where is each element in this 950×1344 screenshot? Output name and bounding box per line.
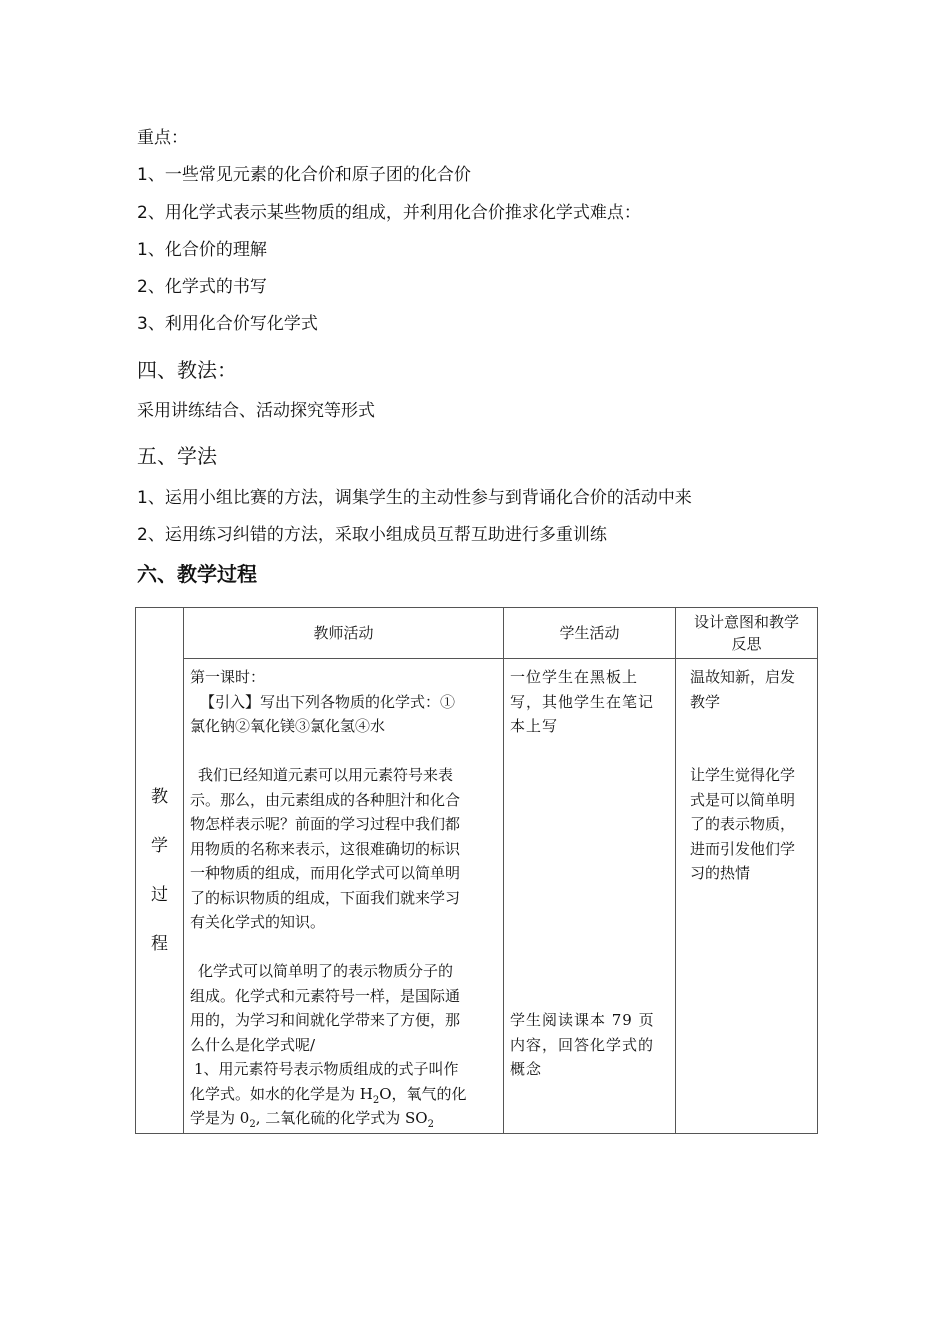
formula-text: 化学式。如水的化学是为 H (190, 1084, 373, 1103)
side-label-cell (136, 608, 184, 1134)
learning-method-item: 1、运用小组比赛的方法，调集学生的主动性参与到背诵化合价的活动中来 (137, 488, 692, 508)
design-line: 温故知新，启发 (690, 668, 796, 686)
teacher-line: 化学式可以简单明了的表示物质分子的 (198, 962, 454, 980)
section-heading-learning-method: 五、学法 (137, 444, 217, 468)
design-line: 习的热情 (690, 864, 751, 882)
section-heading-teaching-process: 六、教学过程 (137, 562, 257, 586)
side-label-char: 程 (151, 933, 168, 954)
key-point-item: 2、用化学式表示某些物质的组成，并利用化合价推求化学式难点： (137, 203, 641, 223)
teacher-line: 1、用元素符号表示物质组成的式子叫作 (194, 1060, 459, 1078)
subscript: 2 (249, 1119, 256, 1130)
teacher-line: 一种物质的组成，而用化学式可以简单明 (190, 864, 461, 882)
header-student-activity: 学生活动 (504, 608, 676, 659)
teacher-line: 第一课时： (190, 668, 266, 686)
difficulty-item: 2、化学式的书写 (137, 277, 267, 297)
student-line: 内容，回答化学式的 (510, 1035, 655, 1054)
teacher-line: 示。那么，由元素组成的各种胆汁和化合 (190, 790, 461, 809)
design-line: 进而引发他们学 (690, 839, 796, 858)
teacher-line: 氯化钠②氧化镁③氯化氢④水 (190, 717, 386, 735)
side-label-char: 教 (151, 786, 168, 807)
teaching-process-table (135, 607, 818, 1134)
header-teacher-activity: 教师活动 (184, 608, 504, 659)
teacher-line: 么什么是化学式呢/ (190, 1035, 316, 1054)
subscript: 2 (372, 1094, 380, 1106)
key-points-heading: 重点： (137, 128, 188, 148)
learning-method-item: 2、运用练习纠错的方法，采取小组成员互帮互助进行多重训练 (137, 525, 607, 545)
formula-text: 学是为 0 (190, 1109, 250, 1127)
teacher-line: 组成。化学式和元素符号一样，是国际通 (190, 986, 461, 1005)
formula-text: O，氧气的化 (379, 1084, 467, 1103)
teacher-line: 有关化学式的知识。 (190, 913, 326, 931)
design-line: 让学生觉得化学 (690, 766, 796, 784)
teacher-line: 用物质的名称来表示，这很难确切的标识 (190, 839, 461, 858)
teacher-line: 我们已经知道元素可以用元素符号来表 (198, 766, 454, 784)
teacher-line: 用的，为学习和间就化学带来了方便，那 (190, 1011, 461, 1029)
student-line: 学生阅读课本 79 页 (510, 1011, 655, 1029)
teacher-line: 了的标识物质的组成，下面我们就来学习 (190, 888, 461, 907)
design-line: 了的表示物质， (690, 815, 796, 833)
teacher-formula-line (190, 1106, 497, 1131)
student-line: 本上写 (510, 717, 559, 735)
design-line: 式是可以简单明 (690, 790, 796, 809)
teacher-formula-line (190, 1082, 497, 1107)
student-line: 概念 (510, 1060, 543, 1078)
formula-text: , 二氧化硫的化学式为 SO (255, 1109, 428, 1127)
student-activity-cell (504, 659, 676, 1134)
difficulty-item: 1、化合价的理解 (137, 240, 267, 260)
teacher-activity-cell (184, 659, 504, 1134)
design-line: 教学 (690, 692, 721, 711)
header-design-line: 反思 (731, 635, 762, 653)
design-intent-cell (676, 659, 818, 1134)
side-label-char: 过 (151, 884, 168, 905)
teacher-line: 【引入】写出下列各物质的化学式：① (200, 692, 456, 711)
teacher-line: 物怎样表示呢？前面的学习过程中我们都 (190, 815, 461, 833)
difficulty-item: 3、利用化合价写化学式 (137, 314, 318, 334)
section-heading-teaching-method: 四、教法： (137, 358, 237, 382)
student-line: 写，其他学生在笔记 (510, 692, 655, 711)
key-point-item: 1、一些常见元素的化合价和原子团的化合价 (137, 165, 471, 185)
teaching-method-text: 采用讲练结合、活动探究等形式 (137, 401, 375, 421)
student-line: 一位学生在黑板上 (510, 668, 639, 686)
side-label-char: 学 (151, 835, 168, 856)
header-design-intent (676, 608, 818, 659)
subscript: 2 (427, 1119, 434, 1130)
header-design-line: 设计意图和教学 (693, 613, 799, 631)
